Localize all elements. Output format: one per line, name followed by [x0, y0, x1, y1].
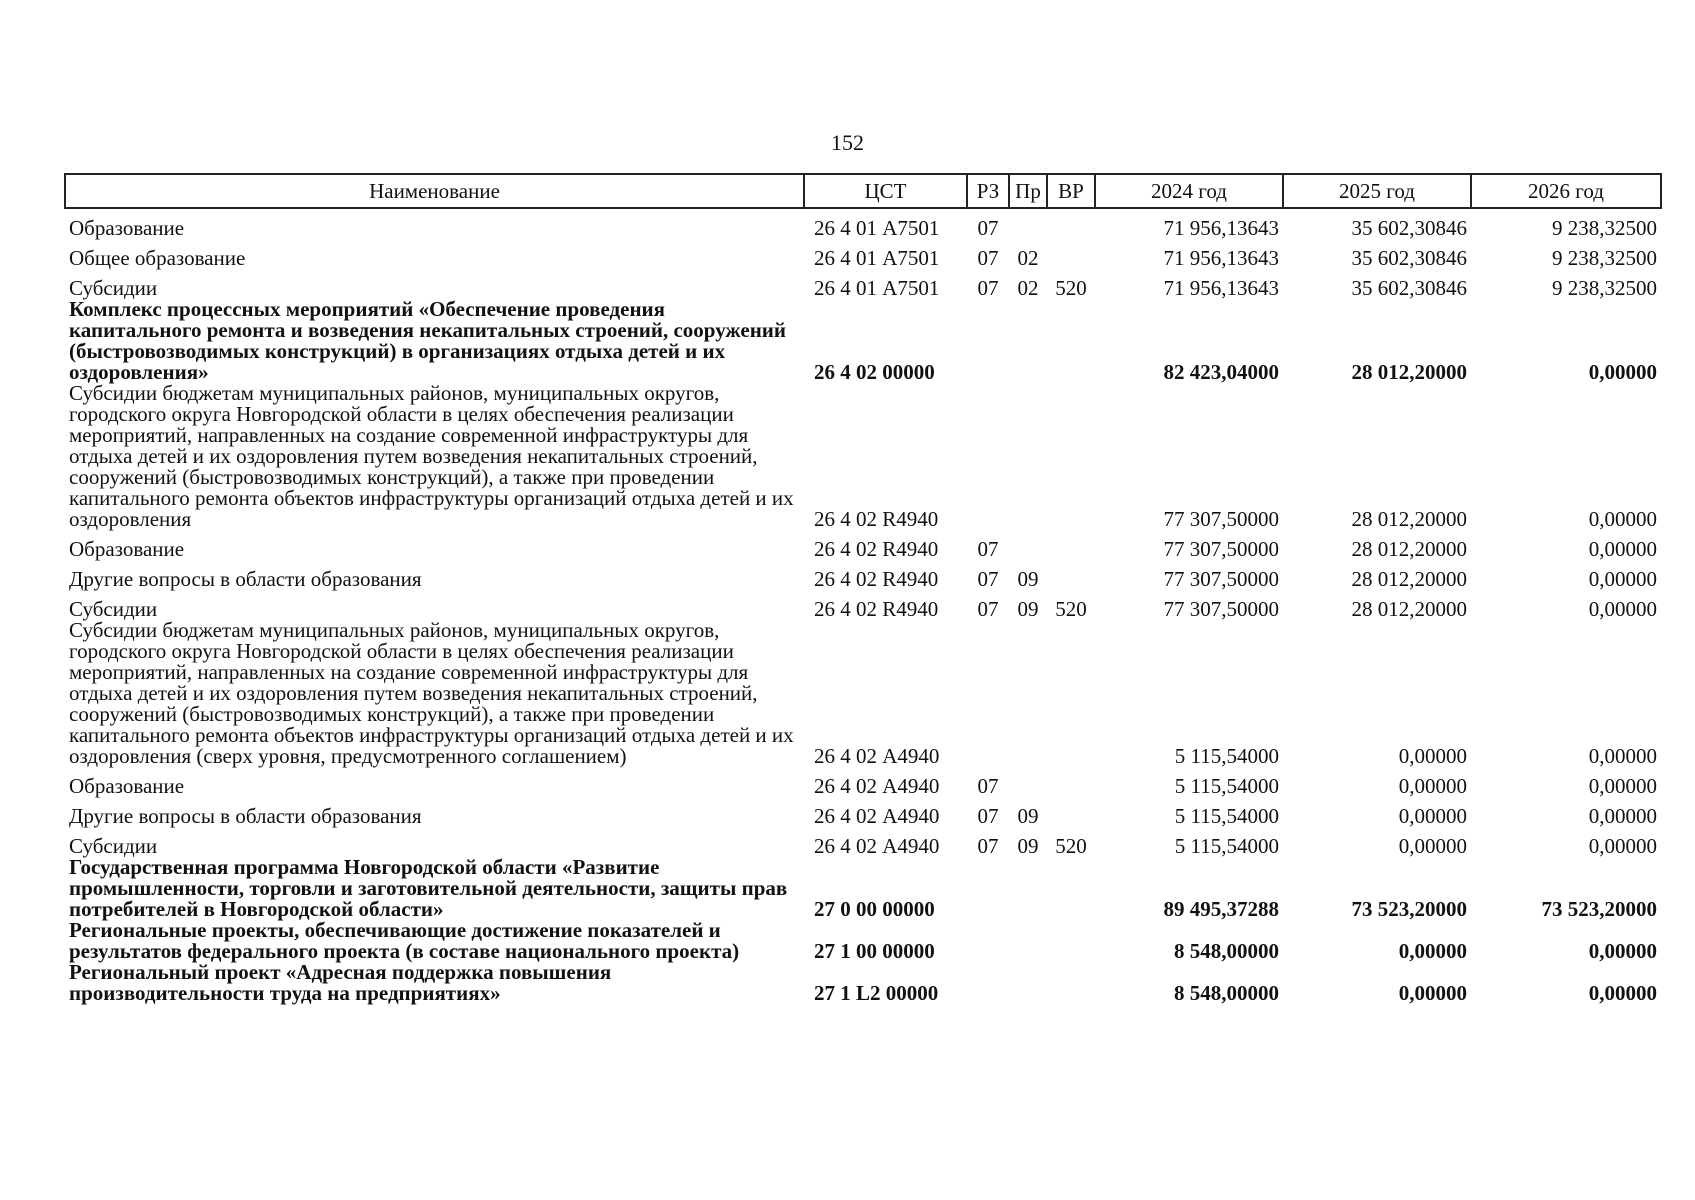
row-cst: 27 1 00 00000 — [814, 939, 935, 963]
row-cst: 26 4 02 00000 — [814, 360, 935, 384]
row-name: Образование — [69, 774, 185, 798]
row-2025: 0,00000 — [1398, 804, 1467, 828]
row-2025: 0,00000 — [1398, 981, 1467, 1005]
header-pr: Пр — [1009, 174, 1047, 208]
header-cst: ЦСТ — [804, 174, 967, 208]
row-2024: 71 956,13643 — [1163, 246, 1279, 270]
row-name: Субсидии бюджетам муниципальных районов, муниципальных округов, городского округа Новгородской области в целях обеспечения реализации мероприятий, направленных на создание современной инфраструктуры для отдыха детей и их оздоровления путем возведения некапитальных строений, сооружений (быстровозводимых конструкций), а также при проведении капитального ремонта объектов инфраструктуры организаций отдыха детей и их оздоровления — [69, 381, 794, 531]
row-2025: 0,00000 — [1398, 834, 1467, 858]
row-cst: 26 4 02 R4940 — [814, 537, 939, 561]
row-name: Комплекс процессных мероприятий «Обеспечение проведения капитального ремонта и возведения некапитальных строений, сооружений (быстровозводимых конструкций) в организациях отдыха детей и их оздоровления» — [69, 297, 787, 384]
row-cst: 26 4 02 А4940 — [814, 744, 940, 768]
row-2025: 28 012,20000 — [1351, 360, 1467, 384]
row-name: Образование — [69, 537, 185, 561]
row-rz — [967, 920, 1009, 962]
table-row — [65, 920, 1661, 962]
row-pr: 02 — [1017, 276, 1039, 300]
row-2026: 0,00000 — [1588, 834, 1657, 858]
row-2025: 28 012,20000 — [1351, 537, 1467, 561]
row-cst: 26 4 02 А4940 — [814, 804, 940, 828]
row-pr — [1009, 857, 1047, 920]
row-2025: 73 523,20000 — [1351, 897, 1467, 921]
row-cst: 26 4 02 R4940 — [814, 507, 939, 531]
table-row — [65, 208, 1661, 239]
table-row — [65, 239, 1661, 269]
row-rz: 07 — [977, 537, 999, 561]
row-2024: 5 115,54000 — [1174, 804, 1279, 828]
row-cst: 26 4 01 А7501 — [814, 276, 940, 300]
header-rz: РЗ — [967, 174, 1009, 208]
row-2024: 89 495,37288 — [1163, 897, 1279, 921]
table-row — [65, 590, 1661, 620]
row-rz: 07 — [977, 774, 999, 798]
row-2026: 9 238,32500 — [1552, 216, 1657, 240]
row-name: Региональный проект «Адресная поддержка повышения производительности труда на предприятиях» — [69, 960, 612, 1005]
row-2025: 28 012,20000 — [1351, 567, 1467, 591]
row-vr: 520 — [1055, 834, 1087, 858]
row-2026: 0,00000 — [1588, 537, 1657, 561]
row-2026: 0,00000 — [1588, 939, 1657, 963]
row-2024: 71 956,13643 — [1163, 276, 1279, 300]
row-vr — [1047, 208, 1095, 239]
row-vr — [1047, 383, 1095, 530]
row-pr: 02 — [1017, 246, 1039, 270]
row-pr — [1009, 767, 1047, 797]
row-pr — [1009, 208, 1047, 239]
row-vr — [1047, 797, 1095, 827]
table-row — [65, 269, 1661, 299]
table-row — [65, 857, 1661, 920]
row-vr — [1047, 620, 1095, 767]
row-cst: 27 1 L2 00000 — [814, 981, 939, 1005]
row-pr — [1009, 962, 1047, 1004]
row-2024: 77 307,50000 — [1163, 507, 1279, 531]
row-2025: 35 602,30846 — [1351, 216, 1467, 240]
row-2024: 82 423,04000 — [1163, 360, 1279, 384]
table-row — [65, 530, 1661, 560]
row-2025: 28 012,20000 — [1351, 507, 1467, 531]
row-2026: 0,00000 — [1588, 507, 1657, 531]
row-vr: 520 — [1055, 597, 1087, 621]
row-2024: 77 307,50000 — [1163, 597, 1279, 621]
row-vr — [1047, 239, 1095, 269]
row-2026: 0,00000 — [1588, 981, 1657, 1005]
row-cst: 26 4 02 А4940 — [814, 774, 940, 798]
row-2024: 71 956,13643 — [1163, 216, 1279, 240]
row-cst: 26 4 02 R4940 — [814, 567, 939, 591]
row-2024: 8 548,00000 — [1174, 981, 1279, 1005]
row-vr — [1047, 299, 1095, 383]
row-name: Государственная программа Новгородской области «Развитие промышленности, торговли и заготовительной деятельности, защиты прав потребителей в Новгородской области» — [69, 855, 788, 921]
row-2026: 0,00000 — [1588, 360, 1657, 384]
table-row — [65, 383, 1661, 530]
row-pr — [1009, 530, 1047, 560]
table-row — [65, 797, 1661, 827]
row-2025: 35 602,30846 — [1351, 276, 1467, 300]
row-2026: 0,00000 — [1588, 567, 1657, 591]
header-2025: 2025 год — [1283, 174, 1471, 208]
row-name: Региональные проекты, обеспечивающие достижение показателей и результатов федерального проекта (в составе национального проекта) — [69, 918, 740, 963]
row-vr: 520 — [1055, 276, 1087, 300]
table-row — [65, 962, 1661, 1004]
row-vr — [1047, 530, 1095, 560]
header-name: Наименование — [65, 174, 804, 208]
row-cst: 26 4 01 А7501 — [814, 216, 940, 240]
row-pr — [1009, 620, 1047, 767]
row-2026: 73 523,20000 — [1541, 897, 1657, 921]
row-rz — [967, 857, 1009, 920]
row-rz — [967, 383, 1009, 530]
row-name: Другие вопросы в области образования — [69, 804, 422, 828]
row-2024: 5 115,54000 — [1174, 834, 1279, 858]
row-pr — [1009, 920, 1047, 962]
row-pr: 09 — [1017, 597, 1039, 621]
row-rz: 07 — [977, 246, 999, 270]
row-cst: 26 4 02 R4940 — [814, 597, 939, 621]
row-rz: 07 — [977, 567, 999, 591]
table-row — [65, 767, 1661, 797]
row-2026: 0,00000 — [1588, 774, 1657, 798]
row-cst: 27 0 00 00000 — [814, 897, 935, 921]
row-name: Субсидии — [69, 597, 158, 621]
row-2025: 0,00000 — [1398, 939, 1467, 963]
row-2024: 5 115,54000 — [1174, 774, 1279, 798]
row-rz — [967, 962, 1009, 1004]
row-2026: 0,00000 — [1588, 597, 1657, 621]
row-name: Субсидии — [69, 834, 158, 858]
row-rz: 07 — [977, 804, 999, 828]
table-row — [65, 560, 1661, 590]
row-rz — [967, 620, 1009, 767]
row-rz: 07 — [977, 276, 999, 300]
row-2024: 77 307,50000 — [1163, 537, 1279, 561]
header-row — [65, 174, 1661, 208]
row-rz — [967, 299, 1009, 383]
row-2025: 28 012,20000 — [1351, 597, 1467, 621]
row-2026: 9 238,32500 — [1552, 276, 1657, 300]
header-2024: 2024 год — [1095, 174, 1283, 208]
row-2026: 9 238,32500 — [1552, 246, 1657, 270]
row-pr — [1009, 383, 1047, 530]
table-row — [65, 827, 1661, 857]
row-cst: 26 4 01 А7501 — [814, 246, 940, 270]
row-2026: 0,00000 — [1588, 744, 1657, 768]
header-2026: 2026 год — [1471, 174, 1661, 208]
row-rz: 07 — [977, 834, 999, 858]
row-name: Общее образование — [69, 246, 246, 270]
row-2025: 35 602,30846 — [1351, 246, 1467, 270]
row-pr: 09 — [1017, 567, 1039, 591]
row-name: Образование — [69, 216, 185, 240]
row-pr: 09 — [1017, 834, 1039, 858]
row-vr — [1047, 857, 1095, 920]
row-cst: 26 4 02 А4940 — [814, 834, 940, 858]
row-rz: 07 — [977, 597, 999, 621]
row-2025: 0,00000 — [1398, 744, 1467, 768]
row-rz: 07 — [977, 216, 999, 240]
row-2024: 8 548,00000 — [1174, 939, 1279, 963]
row-vr — [1047, 767, 1095, 797]
row-pr: 09 — [1017, 804, 1039, 828]
table-row — [65, 620, 1661, 767]
row-name: Другие вопросы в области образования — [69, 567, 422, 591]
row-2025: 0,00000 — [1398, 774, 1467, 798]
row-2026: 0,00000 — [1588, 804, 1657, 828]
page-number: 152 — [831, 130, 864, 155]
table-row — [65, 299, 1661, 383]
row-vr — [1047, 560, 1095, 590]
row-pr — [1009, 299, 1047, 383]
row-2024: 77 307,50000 — [1163, 567, 1279, 591]
row-vr — [1047, 962, 1095, 1004]
row-name: Субсидии бюджетам муниципальных районов, муниципальных округов, городского округа Новгородской области в целях обеспечения реализации мероприятий, направленных на создание современной инфраструктуры для отдыха детей и их оздоровления путем возведения некапитальных строений, сооружений (быстровозводимых конструкций), а также при проведении капитального ремонта объектов инфраструктуры организаций отдыха детей и их оздоровления (сверх уровня, предусмотренного соглашением) — [69, 618, 794, 768]
budget-table — [64, 173, 1662, 1004]
header-vr: ВР — [1047, 174, 1095, 208]
row-name: Субсидии — [69, 276, 158, 300]
row-2024: 5 115,54000 — [1174, 744, 1279, 768]
row-vr — [1047, 920, 1095, 962]
